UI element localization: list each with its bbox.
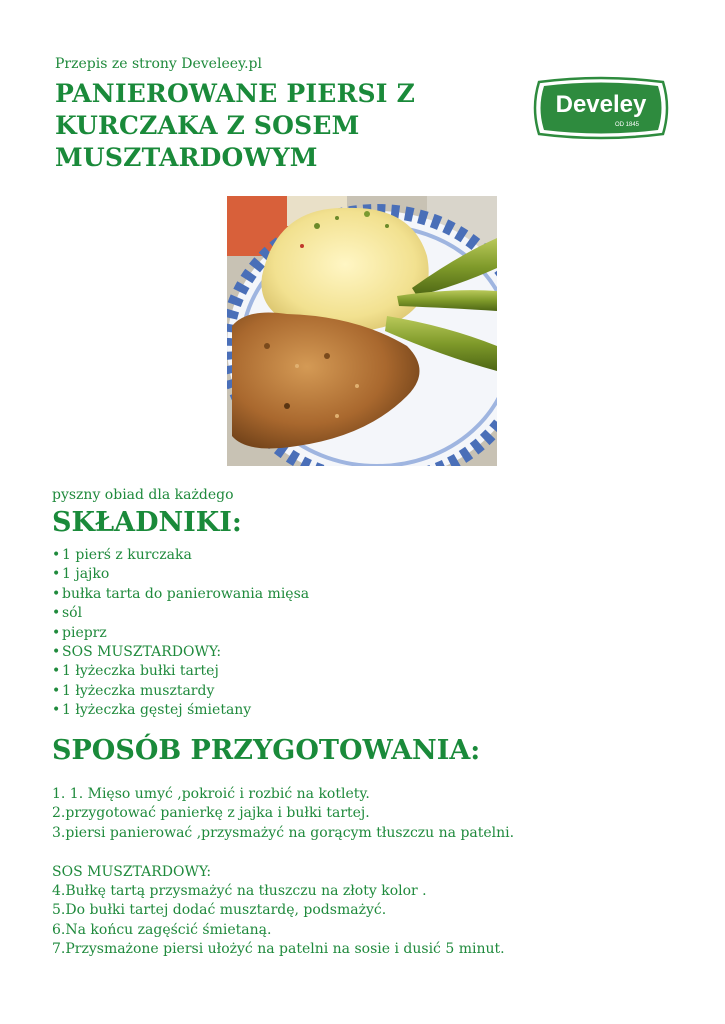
list-item: • sól <box>52 605 83 622</box>
method-step: 4.Bułkę tartą przysmażyć na tłuszczu na złoty kolor . <box>52 882 427 899</box>
develey-logo <box>531 76 671 140</box>
list-item: • 1 łyżeczka bułki tartej <box>52 663 219 680</box>
method-step: 6.Na końcu zagęścić śmietaną. <box>52 921 272 938</box>
list-item: • pieprz <box>52 624 107 641</box>
method-step: 7.Przysmażone piersi ułożyć na patelni na sosie i dusić 5 minut. <box>52 941 505 958</box>
list-item: • 1 jajko <box>52 566 110 583</box>
list-item: • SOS MUSZTARDOWY: <box>52 643 222 660</box>
list-item: • bułka tarta do panierowania mięsa <box>52 585 310 602</box>
recipe-title: PANIEROWANE PIERSI Z KURCZAKA Z SOSEM MUSZTARDOWYM <box>55 79 416 172</box>
method-heading: SPOSÓB PRZYGOTOWANIA: <box>52 735 481 766</box>
recipe-intro: pyszny obiad dla każdego <box>52 487 234 503</box>
ingredients-list <box>52 546 309 721</box>
logo-brand: Develey <box>555 91 647 118</box>
method-step: 1. 1. Mięso umyć ,pokroić i rozbić na kotlety. <box>52 786 370 802</box>
method-step: 2.przygotować panierkę z jajka i bułki tartej. <box>52 805 370 822</box>
list-item: • 1 łyżeczka musztardy <box>52 682 215 699</box>
method-step: SOS MUSZTARDOWY: <box>52 863 212 880</box>
list-item: • 1 pierś z kurczaka <box>52 547 192 563</box>
dish-photo <box>227 196 497 466</box>
method-steps <box>52 785 514 960</box>
ingredients-heading: SKŁADNIKI: <box>52 507 242 538</box>
method-step: 5.Do bułki tartej dodać musztardę, podsmażyć. <box>52 902 387 919</box>
method-step: 3.piersi panierować ,przysmażyć na gorącym tłuszczu na patelni. <box>52 824 515 841</box>
logo-since: OD 1845 <box>614 122 640 128</box>
method-spacer <box>52 843 514 862</box>
list-item: • 1 łyżeczka gęstej śmietany <box>52 702 252 719</box>
recipe-source: Przepis ze strony Develeey.pl <box>55 56 262 72</box>
